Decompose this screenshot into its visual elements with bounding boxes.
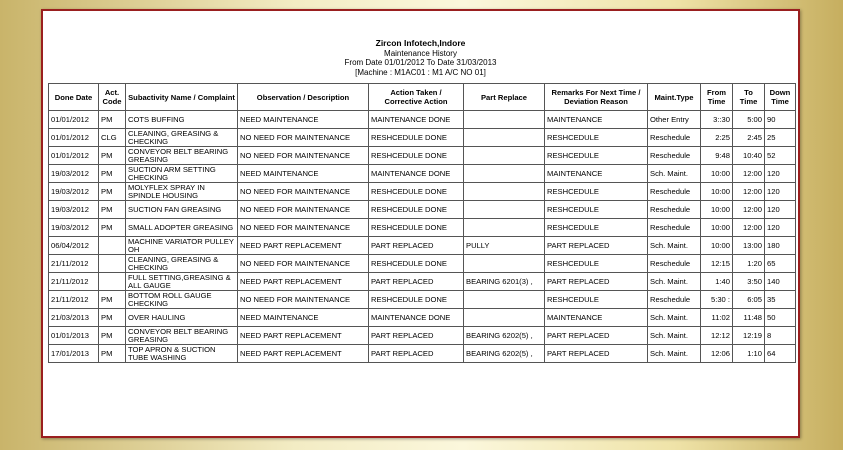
cell-action-taken: RESHCEDULE DONE <box>369 183 464 201</box>
cell-act-code <box>99 237 126 255</box>
cell-subactivity: COTS BUFFING <box>126 111 238 129</box>
cell-remarks: RESHCEDULE <box>545 291 648 309</box>
table-row <box>49 327 796 345</box>
cell-done-date: 19/03/2012 <box>49 165 99 183</box>
cell-part-replace: BEARING 6201(3) , <box>464 273 545 291</box>
cell-observation: NO NEED FOR MAINTENANCE <box>238 147 369 165</box>
col-maint-type: Maint.Type <box>648 84 701 111</box>
cell-observation: NEED PART REPLACEMENT <box>238 327 369 345</box>
cell-part-replace <box>464 129 545 147</box>
table-row <box>49 345 796 363</box>
col-subactivity: Subactivity Name / Complaint <box>126 84 238 111</box>
cell-observation: NO NEED FOR MAINTENANCE <box>238 183 369 201</box>
cell-subactivity: CLEANING, GREASING & CHECKING <box>126 129 238 147</box>
cell-to-time: 10:40 <box>733 147 765 165</box>
cell-down-time: 90 <box>765 111 796 129</box>
report-page <box>41 9 800 438</box>
cell-act-code: PM <box>99 327 126 345</box>
cell-act-code: PM <box>99 111 126 129</box>
table-header-row <box>49 84 796 111</box>
cell-to-time: 11:48 <box>733 309 765 327</box>
cell-done-date: 01/01/2012 <box>49 129 99 147</box>
cell-action-taken: RESHCEDULE DONE <box>369 291 464 309</box>
col-observation: Observation / Description <box>238 84 369 111</box>
cell-from-time: 11:02 <box>701 309 733 327</box>
cell-done-date: 21/03/2013 <box>49 309 99 327</box>
cell-remarks: RESHCEDULE <box>545 255 648 273</box>
cell-done-date: 21/11/2012 <box>49 291 99 309</box>
cell-maint-type: Sch. Maint. <box>648 345 701 363</box>
cell-maint-type: Sch. Maint. <box>648 165 701 183</box>
cell-maint-type: Reschedule <box>648 219 701 237</box>
cell-subactivity: SUCTION FAN GREASING <box>126 201 238 219</box>
cell-to-time: 12:00 <box>733 183 765 201</box>
cell-from-time: 10:00 <box>701 237 733 255</box>
cell-from-time: 1:40 <box>701 273 733 291</box>
cell-part-replace: BEARING 6202(5) , <box>464 327 545 345</box>
report-header <box>43 39 798 77</box>
cell-act-code: PM <box>99 165 126 183</box>
cell-down-time: 50 <box>765 309 796 327</box>
cell-observation: NO NEED FOR MAINTENANCE <box>238 201 369 219</box>
table-row <box>49 165 796 183</box>
cell-act-code: PM <box>99 201 126 219</box>
cell-down-time: 120 <box>765 183 796 201</box>
cell-from-time: 9:48 <box>701 147 733 165</box>
cell-done-date: 19/03/2012 <box>49 183 99 201</box>
cell-maint-type: Sch. Maint. <box>648 309 701 327</box>
cell-action-taken: MAINTENANCE DONE <box>369 111 464 129</box>
table-row <box>49 129 796 147</box>
cell-subactivity: TOP APRON & SUCTION TUBE WASHING <box>126 345 238 363</box>
cell-maint-type: Reschedule <box>648 129 701 147</box>
cell-to-time: 12:00 <box>733 201 765 219</box>
table-row <box>49 147 796 165</box>
cell-action-taken: PART REPLACED <box>369 273 464 291</box>
cell-subactivity: FULL SETTING,GREASING & ALL GAUGE <box>126 273 238 291</box>
cell-to-time: 2:45 <box>733 129 765 147</box>
cell-remarks: PART REPLACED <box>545 345 648 363</box>
company-name: Zircon Infotech,Indore <box>375 38 466 48</box>
cell-act-code: CLG <box>99 129 126 147</box>
cell-down-time: 120 <box>765 165 796 183</box>
cell-maint-type: Reschedule <box>648 291 701 309</box>
cell-action-taken: PART REPLACED <box>369 237 464 255</box>
cell-from-time: 10:00 <box>701 165 733 183</box>
cell-subactivity: OVER HAULING <box>126 309 238 327</box>
cell-action-taken: RESHCEDULE DONE <box>369 255 464 273</box>
cell-from-time: 10:00 <box>701 183 733 201</box>
cell-maint-type: Sch. Maint. <box>648 327 701 345</box>
cell-act-code <box>99 273 126 291</box>
cell-act-code: PM <box>99 147 126 165</box>
cell-done-date: 19/03/2012 <box>49 201 99 219</box>
cell-maint-type: Sch. Maint. <box>648 273 701 291</box>
cell-maint-type: Reschedule <box>648 183 701 201</box>
cell-part-replace <box>464 201 545 219</box>
cell-subactivity: CLEANING, GREASING & CHECKING <box>126 255 238 273</box>
cell-part-replace <box>464 111 545 129</box>
col-from-time: From Time <box>701 84 733 111</box>
cell-down-time: 120 <box>765 219 796 237</box>
cell-remarks: RESHCEDULE <box>545 147 648 165</box>
cell-subactivity: SUCTION ARM SETTING CHECKING <box>126 165 238 183</box>
cell-part-replace <box>464 147 545 165</box>
cell-part-replace <box>464 165 545 183</box>
cell-subactivity: SMALL ADOPTER GREASING <box>126 219 238 237</box>
table-row <box>49 273 796 291</box>
cell-act-code: PM <box>99 345 126 363</box>
cell-subactivity: MOLYFLEX SPRAY IN SPINDLE HOUSING <box>126 183 238 201</box>
cell-down-time: 64 <box>765 345 796 363</box>
cell-observation: NEED PART REPLACEMENT <box>238 273 369 291</box>
cell-down-time: 140 <box>765 273 796 291</box>
cell-observation: NEED MAINTENANCE <box>238 111 369 129</box>
col-act-code: Act. Code <box>99 84 126 111</box>
machine-info: [Machine : M1AC01 : M1 A/C NO 01] <box>355 67 486 77</box>
cell-down-time: 120 <box>765 201 796 219</box>
cell-to-time: 1:10 <box>733 345 765 363</box>
cell-from-time: 12:15 <box>701 255 733 273</box>
cell-remarks: MAINTENANCE <box>545 165 648 183</box>
cell-done-date: 01/01/2013 <box>49 327 99 345</box>
cell-down-time: 35 <box>765 291 796 309</box>
cell-remarks: MAINTENANCE <box>545 309 648 327</box>
table-row <box>49 183 796 201</box>
cell-act-code <box>99 255 126 273</box>
table-row <box>49 255 796 273</box>
cell-act-code: PM <box>99 291 126 309</box>
cell-maint-type: Sch. Maint. <box>648 237 701 255</box>
cell-observation: NO NEED FOR MAINTENANCE <box>238 219 369 237</box>
cell-part-replace <box>464 219 545 237</box>
cell-to-time: 13:00 <box>733 237 765 255</box>
cell-to-time: 6:05 <box>733 291 765 309</box>
cell-down-time: 65 <box>765 255 796 273</box>
cell-done-date: 06/04/2012 <box>49 237 99 255</box>
cell-remarks: RESHCEDULE <box>545 129 648 147</box>
cell-done-date: 01/01/2012 <box>49 111 99 129</box>
cell-action-taken: RESHCEDULE DONE <box>369 129 464 147</box>
cell-to-time: 12:19 <box>733 327 765 345</box>
cell-action-taken: RESHCEDULE DONE <box>369 147 464 165</box>
cell-done-date: 21/11/2012 <box>49 273 99 291</box>
cell-observation: NO NEED FOR MAINTENANCE <box>238 255 369 273</box>
cell-observation: NEED PART REPLACEMENT <box>238 345 369 363</box>
cell-maint-type: Other Entry <box>648 111 701 129</box>
report-title: Maintenance History <box>384 48 457 58</box>
cell-observation: NEED MAINTENANCE <box>238 309 369 327</box>
maintenance-history-table <box>48 83 796 363</box>
table-row <box>49 219 796 237</box>
cell-subactivity: BOTTOM ROLL GAUGE CHECKING <box>126 291 238 309</box>
cell-observation: NEED MAINTENANCE <box>238 165 369 183</box>
cell-from-time: 10:00 <box>701 201 733 219</box>
cell-subactivity: MACHINE VARIATOR PULLEY OH <box>126 237 238 255</box>
cell-maint-type: Reschedule <box>648 201 701 219</box>
cell-down-time: 52 <box>765 147 796 165</box>
cell-action-taken: PART REPLACED <box>369 327 464 345</box>
cell-to-time: 3:50 <box>733 273 765 291</box>
cell-action-taken: RESHCEDULE DONE <box>369 219 464 237</box>
cell-from-time: 12:06 <box>701 345 733 363</box>
table-row <box>49 201 796 219</box>
col-action-taken: Action Taken / Corrective Action <box>369 84 464 111</box>
cell-act-code: PM <box>99 219 126 237</box>
cell-done-date: 21/11/2012 <box>49 255 99 273</box>
cell-subactivity: CONVEYOR BELT BEARING GREASING <box>126 147 238 165</box>
cell-part-replace: PULLY <box>464 237 545 255</box>
cell-part-replace <box>464 309 545 327</box>
cell-part-replace <box>464 291 545 309</box>
cell-part-replace: BEARING 6202(5) , <box>464 345 545 363</box>
cell-remarks: RESHCEDULE <box>545 201 648 219</box>
cell-from-time: 5:30 : <box>701 291 733 309</box>
cell-done-date: 17/01/2013 <box>49 345 99 363</box>
cell-maint-type: Reschedule <box>648 255 701 273</box>
cell-observation: NO NEED FOR MAINTENANCE <box>238 129 369 147</box>
cell-subactivity: CONVEYOR BELT BEARING GREASING <box>126 327 238 345</box>
cell-remarks: RESHCEDULE <box>545 183 648 201</box>
cell-part-replace <box>464 255 545 273</box>
cell-remarks: PART REPLACED <box>545 237 648 255</box>
col-remarks: Remarks For Next Time / Deviation Reason <box>545 84 648 111</box>
cell-to-time: 12:00 <box>733 219 765 237</box>
cell-action-taken: MAINTENANCE DONE <box>369 309 464 327</box>
table-row <box>49 111 796 129</box>
cell-done-date: 19/03/2012 <box>49 219 99 237</box>
table-row <box>49 309 796 327</box>
cell-done-date: 01/01/2012 <box>49 147 99 165</box>
cell-observation: NEED PART REPLACEMENT <box>238 237 369 255</box>
col-to-time: To Time <box>733 84 765 111</box>
date-range: From Date 01/01/2012 To Date 31/03/2013 <box>344 58 497 67</box>
cell-action-taken: MAINTENANCE DONE <box>369 165 464 183</box>
cell-from-time: 12:12 <box>701 327 733 345</box>
table-row <box>49 237 796 255</box>
cell-part-replace <box>464 183 545 201</box>
col-down-time: Down Time <box>765 84 796 111</box>
cell-remarks: RESHCEDULE <box>545 219 648 237</box>
cell-down-time: 180 <box>765 237 796 255</box>
table-row <box>49 291 796 309</box>
cell-from-time: 3::30 <box>701 111 733 129</box>
cell-to-time: 12:00 <box>733 165 765 183</box>
cell-action-taken: RESHCEDULE DONE <box>369 201 464 219</box>
cell-from-time: 10:00 <box>701 219 733 237</box>
cell-act-code: PM <box>99 309 126 327</box>
cell-down-time: 8 <box>765 327 796 345</box>
cell-down-time: 25 <box>765 129 796 147</box>
col-part-replace: Part Replace <box>464 84 545 111</box>
cell-remarks: MAINTENANCE <box>545 111 648 129</box>
cell-action-taken: PART REPLACED <box>369 345 464 363</box>
cell-remarks: PART REPLACED <box>545 273 648 291</box>
cell-remarks: PART REPLACED <box>545 327 648 345</box>
col-done-date: Done Date <box>49 84 99 111</box>
cell-observation: NO NEED FOR MAINTENANCE <box>238 291 369 309</box>
cell-to-time: 5:00 <box>733 111 765 129</box>
cell-from-time: 2:25 <box>701 129 733 147</box>
cell-to-time: 1:20 <box>733 255 765 273</box>
cell-act-code: PM <box>99 183 126 201</box>
cell-maint-type: Reschedule <box>648 147 701 165</box>
